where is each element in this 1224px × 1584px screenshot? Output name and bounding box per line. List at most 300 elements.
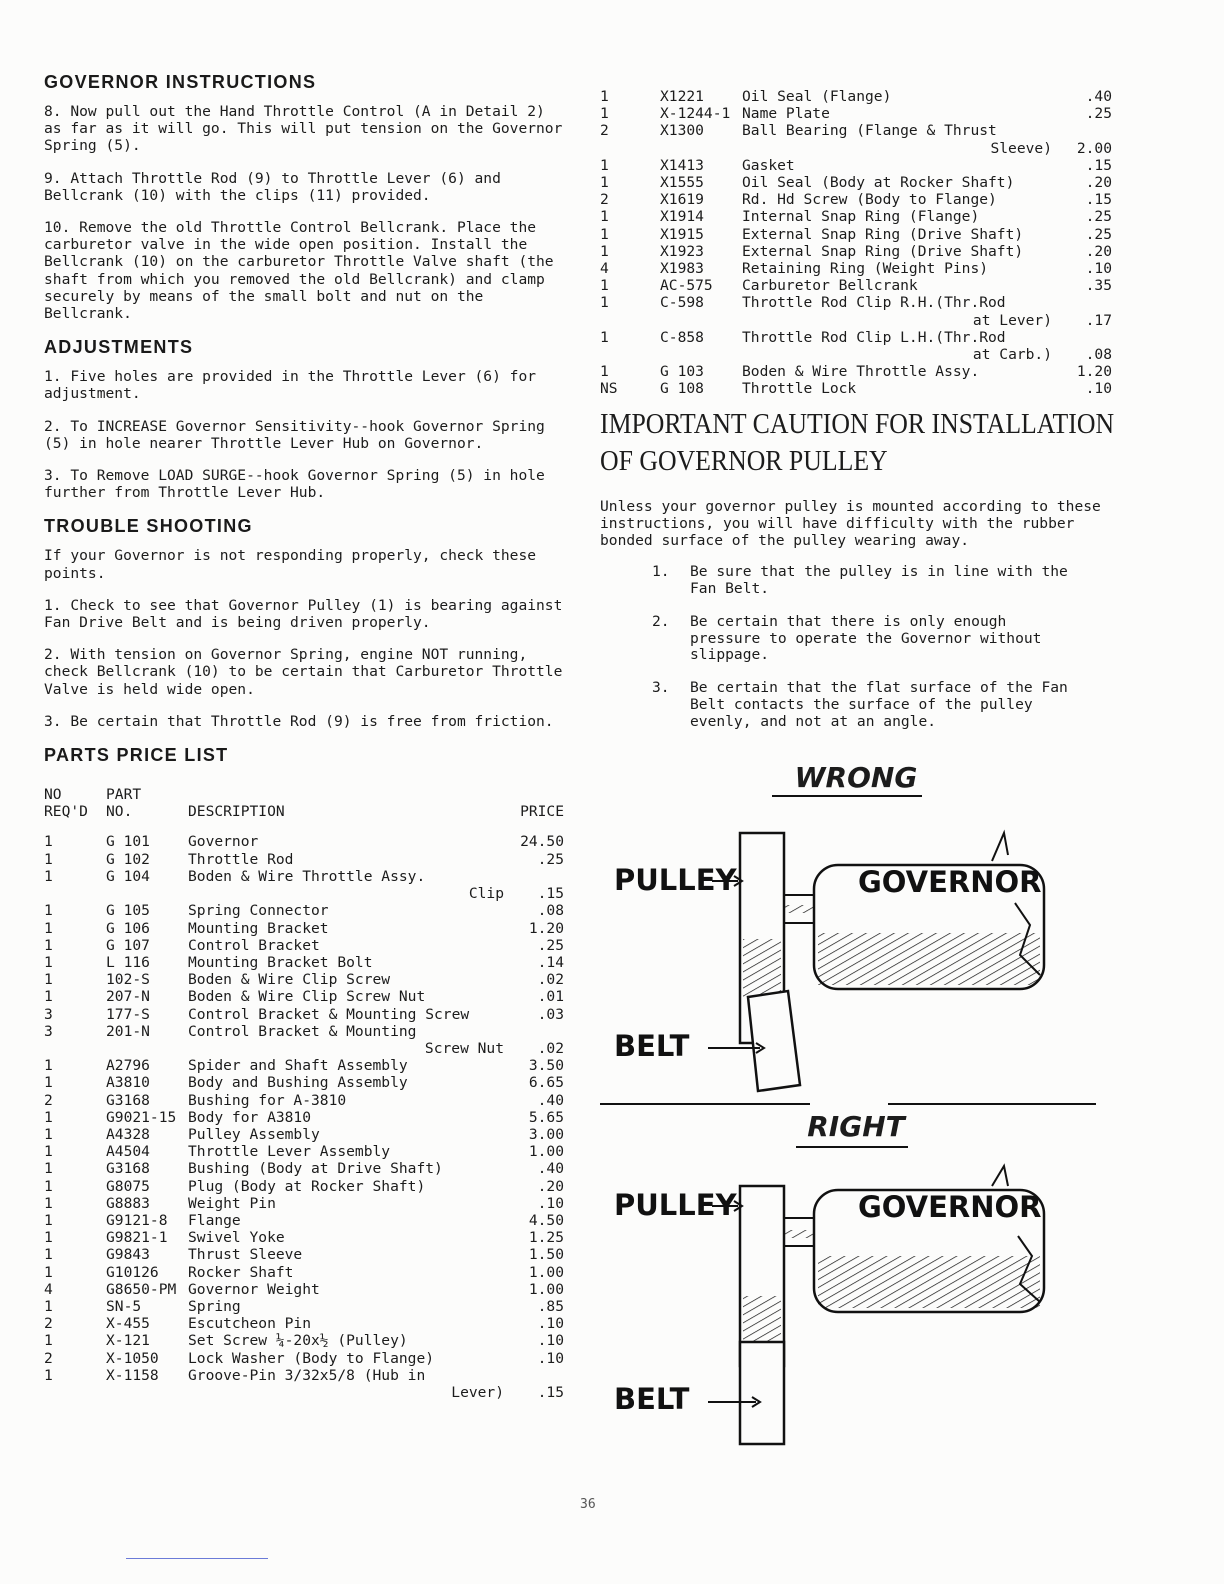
cell-price: .35 <box>1085 277 1112 295</box>
cell-description: Set Screw ¼-20x½ (Pulley) <box>188 1332 408 1350</box>
cell-qty: 1 <box>44 867 53 885</box>
cell-price: .15 <box>537 885 564 903</box>
table-row <box>44 1126 564 1143</box>
table-row <box>44 920 564 937</box>
cell-price: 3.00 <box>528 1125 564 1143</box>
cell-description: Plug (Body at Rocker Shaft) <box>188 1177 426 1195</box>
cell-description: Carburetor Bellcrank <box>742 277 918 295</box>
table-row <box>44 1040 564 1057</box>
table-row <box>44 1350 564 1367</box>
cell-qty: 1 <box>44 902 53 920</box>
cell-part-no: G 105 <box>106 902 150 920</box>
table-row <box>600 174 1112 191</box>
cell-part-no <box>106 1040 188 1057</box>
cell-description: Name Plate <box>742 105 830 123</box>
cell-price: 1.20 <box>1076 363 1112 381</box>
left-column <box>44 72 564 1401</box>
cell-description: Governor Weight <box>188 1280 320 1298</box>
cell-price <box>504 868 564 885</box>
cell-part-no: C-598 <box>660 294 704 312</box>
cell-price: .25 <box>1085 225 1112 243</box>
cell-description: Throttle Lock <box>742 380 857 398</box>
table-row <box>44 937 564 954</box>
cell-price: .10 <box>537 1315 564 1333</box>
table-row <box>44 1246 564 1263</box>
caution-title: IMPORTANT CAUTION FOR INSTALLATION OF GOVERNOR PULLEY <box>600 408 1115 477</box>
right-belt <box>740 1342 784 1444</box>
cell-part-no: G8650-PM <box>106 1280 177 1298</box>
table-row <box>600 243 1112 260</box>
cell-qty: 1 <box>44 1366 53 1384</box>
cell-description: Spring Connector <box>188 902 329 920</box>
cell-price: .20 <box>1085 174 1112 192</box>
table-row <box>600 140 1112 157</box>
table-row <box>44 868 564 885</box>
cell-price: .25 <box>537 936 564 954</box>
cell-price: 1.25 <box>528 1229 564 1247</box>
trouble-3: 3. Be certain that Throttle Rod (9) is free from friction. <box>44 712 554 730</box>
cell-description: Pulley Assembly <box>188 1125 320 1143</box>
cell-price: .02 <box>537 971 564 989</box>
cell-part-no: 201-N <box>106 1022 150 1040</box>
cell-qty: 1 <box>44 850 53 868</box>
table-row <box>44 1281 564 1298</box>
caution-item-2: 2. Be certain that there is only enough pressure to operate the Governor without slippage. <box>652 612 1042 664</box>
page-number: 36 <box>580 1497 596 1512</box>
cell-qty: 1 <box>600 88 609 105</box>
cell-qty: 1 <box>600 156 609 174</box>
table-row <box>44 1264 564 1281</box>
cell-part-no: G 107 <box>106 936 150 954</box>
table-row <box>44 1195 564 1212</box>
cell-description: Throttle Lever Assembly <box>188 1143 391 1161</box>
figure-right <box>600 1106 1112 1456</box>
cell-part-no: G9821-1 <box>106 1229 168 1247</box>
cell-price: .08 <box>537 902 564 920</box>
cell-qty: 1 <box>600 277 609 295</box>
cell-price <box>1052 122 1112 139</box>
cell-description: Body for A3810 <box>188 1108 312 1126</box>
cell-part-no: X-121 <box>106 1332 150 1350</box>
cell-part-no: G10126 <box>106 1263 159 1281</box>
cell-qty: 1 <box>44 1332 53 1350</box>
cell-price: .01 <box>537 988 564 1006</box>
table-row <box>600 312 1112 329</box>
cell-part-no: A3810 <box>106 1074 150 1092</box>
trouble-1: 1. Check to see that Governor Pulley (1) is bearing against Fan Drive Belt and is being driven properly. <box>44 596 563 632</box>
cell-part-no: A4328 <box>106 1125 150 1143</box>
table-row <box>44 1332 564 1349</box>
cell-part-no: G3168 <box>106 1160 150 1178</box>
table-row <box>44 954 564 971</box>
cell-description: Bushing for A-3810 <box>188 1091 347 1109</box>
cell-price: .20 <box>1085 242 1112 260</box>
cell-description: External Snap Ring (Drive Shaft) <box>742 225 1024 243</box>
cell-part-no: X1923 <box>660 242 704 260</box>
caution-item-1: 1. Be sure that the pulley is in line with the Fan Belt. <box>652 563 1068 598</box>
cell-description: Mounting Bracket Bolt <box>188 953 373 971</box>
cell-part-no: X1914 <box>660 208 704 226</box>
table-row <box>44 1315 564 1332</box>
governor-step-8: 8. Now pull out the Hand Throttle Control (A in Detail 2) as far as it will go. This will put tension on the Governor Spring (5). <box>44 103 563 155</box>
cell-price: 2.00 <box>1076 139 1112 157</box>
table-row <box>600 380 1112 397</box>
cell-qty: 1 <box>44 1160 53 1178</box>
cell-description: Control Bracket <box>188 936 320 954</box>
cell-price <box>1052 294 1112 311</box>
cell-price: .17 <box>1085 311 1112 329</box>
cell-qty: 1 <box>44 1125 53 1143</box>
table-row <box>600 88 1112 105</box>
table-row <box>44 1229 564 1246</box>
cell-qty: 1 <box>600 294 609 312</box>
table-row <box>44 1298 564 1315</box>
cell-qty: 1 <box>600 328 609 346</box>
right-pulley-label: PULLEY <box>614 1188 737 1222</box>
trouble-shooting-heading: TROUBLE SHOOTING <box>44 516 253 537</box>
cell-description: Screw Nut <box>424 1039 504 1057</box>
table-row <box>600 122 1112 139</box>
cell-qty: 1 <box>44 1057 53 1075</box>
cell-qty <box>600 140 660 157</box>
cell-part-no: X-455 <box>106 1315 150 1333</box>
cell-qty: 2 <box>44 1349 53 1367</box>
cell-price: 24.50 <box>520 833 564 851</box>
cell-price: .20 <box>537 1177 564 1195</box>
adjustment-1: 1. Five holes are provided in the Throttle Lever (6) for adjustment. <box>44 368 537 403</box>
cell-part-no: 207-N <box>106 988 150 1006</box>
parts-table-body <box>44 833 564 1401</box>
cell-part-no: X-1050 <box>106 1349 159 1367</box>
governor-step-9: 9. Attach Throttle Rod (9) to Throttle Lever (6) and Bellcrank (10) with the clips (11) provided. <box>44 169 501 204</box>
right-governor-hatch <box>818 1256 1040 1308</box>
cell-description: External Snap Ring (Drive Shaft) <box>742 242 1024 260</box>
table-row <box>44 1212 564 1229</box>
cell-price <box>504 1367 564 1384</box>
cell-description: Ball Bearing (Flange & Thrust <box>742 122 997 140</box>
cell-qty: 1 <box>44 1297 53 1315</box>
table-row <box>44 988 564 1005</box>
cell-part-no: X1983 <box>660 260 704 278</box>
figure-divider-right <box>888 1103 1096 1105</box>
table-row <box>44 1384 564 1401</box>
cell-qty: 1 <box>44 833 53 851</box>
cell-price: .40 <box>537 1160 564 1178</box>
cell-price: .10 <box>537 1349 564 1367</box>
cell-qty: 1 <box>600 105 609 123</box>
cell-qty: 1 <box>44 988 53 1006</box>
cell-description: Internal Snap Ring (Flange) <box>742 208 980 226</box>
wrong-pulley-label: PULLEY <box>614 863 737 897</box>
cell-qty <box>44 885 106 902</box>
cell-part-no: G8075 <box>106 1177 150 1195</box>
cell-part-no: L 116 <box>106 953 150 971</box>
cell-description: Retaining Ring (Weight Pins) <box>742 260 989 278</box>
cell-description: Bushing (Body at Drive Shaft) <box>188 1160 443 1178</box>
wrong-title: WRONG <box>794 761 918 794</box>
cell-part-no: 177-S <box>106 1005 150 1023</box>
caution-item-3: 3. Be certain that the flat surface of the Fan Belt contacts the surface of the pulley evenly, and not at an angle. <box>652 679 1068 730</box>
table-row <box>44 1367 564 1384</box>
right-title: RIGHT <box>807 1110 905 1143</box>
cell-description: Lever) <box>451 1383 504 1401</box>
adjustment-2: 2. To INCREASE Governor Sensitivity--hook Governor Spring (5) in hole nearer Throttle Lever Hub on Governor. <box>44 417 545 452</box>
cell-description: Boden & Wire Throttle Assy. <box>188 867 426 885</box>
cell-price: 1.00 <box>528 1263 564 1281</box>
cell-part-no: G 106 <box>106 919 150 937</box>
table-row <box>44 1160 564 1177</box>
cell-qty: 1 <box>44 1194 53 1212</box>
cell-part-no: G9121-8 <box>106 1211 168 1229</box>
table-row <box>600 208 1112 225</box>
cell-description: at Lever) <box>972 311 1052 329</box>
cell-description: Spring <box>188 1297 241 1315</box>
cell-description: Swivel Yoke <box>188 1229 285 1247</box>
cell-price: .85 <box>537 1297 564 1315</box>
table-row <box>600 226 1112 243</box>
cell-description: Gasket <box>742 156 795 174</box>
wrong-belt-label: BELT <box>614 1029 690 1063</box>
cell-price: .15 <box>1085 156 1112 174</box>
table-row <box>600 363 1112 380</box>
cell-price: .15 <box>537 1383 564 1401</box>
cell-price: 1.20 <box>528 919 564 937</box>
cell-price: .25 <box>1085 105 1112 123</box>
cell-qty: 1 <box>600 225 609 243</box>
cell-qty: 1 <box>44 936 53 954</box>
table-row <box>600 260 1112 277</box>
bottom-rule <box>126 1558 268 1559</box>
cell-qty: 1 <box>44 1229 53 1247</box>
right-belt-label: BELT <box>614 1382 690 1416</box>
table-row <box>44 1178 564 1195</box>
wrong-belt <box>748 991 800 1091</box>
cell-price: 1.00 <box>528 1280 564 1298</box>
cell-qty: 2 <box>44 1091 53 1109</box>
cell-description: Boden & Wire Clip Screw <box>188 971 391 989</box>
cell-description: Throttle Rod <box>188 850 294 868</box>
table-row <box>600 346 1112 363</box>
cell-description: Mounting Bracket <box>188 919 329 937</box>
cell-qty: 1 <box>44 971 53 989</box>
cell-part-no: X-1158 <box>106 1366 159 1384</box>
table-header-row <box>44 786 564 833</box>
cell-qty: 4 <box>600 260 609 278</box>
trouble-intro: If your Governor is not responding properly, check these points. <box>44 547 537 582</box>
governor-step-10: 10. Remove the old Throttle Control Bellcrank. Place the carburetor valve in the wide open position. Install the Bellcrank (10) on the carburetor Throttle Valve shaft (the shaft from which you removed the old Bellcrank) and clamp securely by means of the small bolt and nut on the Bellcrank. <box>44 219 554 323</box>
cell-part-no: X1300 <box>660 122 704 140</box>
cell-qty: 1 <box>44 1263 53 1281</box>
cell-description: Rd. Hd Screw (Body to Flange) <box>742 191 997 209</box>
table-row <box>600 294 1112 311</box>
right-column <box>600 88 1115 747</box>
cell-part-no: G 104 <box>106 867 150 885</box>
table-row <box>600 191 1112 208</box>
cell-part-no: G 103 <box>660 363 704 381</box>
governor-instructions-heading: GOVERNOR INSTRUCTIONS <box>44 72 317 92</box>
cell-qty: 3 <box>44 1022 53 1040</box>
cell-price: .15 <box>1085 191 1112 209</box>
table-row <box>44 1006 564 1023</box>
cell-part-no <box>660 140 742 157</box>
cell-description: Body and Bushing Assembly <box>188 1074 408 1092</box>
cell-price: .10 <box>1085 380 1112 398</box>
header-description: DESCRIPTION <box>188 803 285 821</box>
parts-table-continued-body <box>600 88 1112 398</box>
cell-description: Oil Seal (Body at Rocker Shaft) <box>742 174 1015 192</box>
table-row <box>600 277 1112 294</box>
cell-qty: 1 <box>44 1108 53 1126</box>
cell-qty: NS <box>600 380 618 398</box>
cell-description: Escutcheon Pin <box>188 1315 312 1333</box>
cell-price: .40 <box>1085 88 1112 105</box>
cell-description: Throttle Rod Clip L.H.(Thr.Rod <box>742 328 1006 346</box>
cell-part-no <box>660 346 742 363</box>
cell-description: Oil Seal (Flange) <box>742 88 892 105</box>
parts-price-list-heading: PARTS PRICE LIST <box>44 745 229 766</box>
cell-price: .25 <box>1085 208 1112 226</box>
wrong-governor-label: GOVERNOR <box>858 865 1042 899</box>
cell-part-no: X1221 <box>660 88 704 105</box>
cell-qty: 1 <box>600 363 609 381</box>
caution-intro: Unless your governor pulley is mounted according to these instructions, you will have difficulty with the rubber bonded surface of the pulley wearing away. <box>600 497 1101 550</box>
table-row <box>600 329 1112 346</box>
parts-price-table-continued <box>600 88 1112 398</box>
cell-part-no: X1619 <box>660 191 704 209</box>
caution-list <box>600 564 1112 730</box>
cell-qty: 2 <box>600 191 609 209</box>
cell-price: 3.50 <box>528 1057 564 1075</box>
cell-qty: 4 <box>44 1280 53 1298</box>
header-qty: NO REQ'D <box>44 786 88 821</box>
cell-part-no: X-1244-1 <box>660 105 731 123</box>
cell-price: .10 <box>1085 260 1112 278</box>
cell-qty: 1 <box>600 242 609 260</box>
parts-price-table <box>44 786 564 1401</box>
cell-part-no: A4504 <box>106 1143 150 1161</box>
cell-part-no <box>106 1384 188 1401</box>
table-row <box>44 971 564 988</box>
cell-part-no: G 108 <box>660 380 704 398</box>
cell-part-no: G3168 <box>106 1091 150 1109</box>
cell-part-no: AC-575 <box>660 277 713 295</box>
cell-price <box>504 1023 564 1040</box>
adjustments-heading: ADJUSTMENTS <box>44 337 194 358</box>
cell-price: .10 <box>537 1194 564 1212</box>
cell-qty <box>600 346 660 363</box>
cell-part-no: X1413 <box>660 156 704 174</box>
cell-price: 1.50 <box>528 1246 564 1264</box>
cell-part-no: G9021-15 <box>106 1108 177 1126</box>
cell-qty <box>44 1384 106 1401</box>
cell-description: Control Bracket & Mounting Screw <box>188 1005 470 1023</box>
table-row <box>44 1109 564 1126</box>
cell-description: at Carb.) <box>972 346 1052 364</box>
table-row <box>600 157 1112 174</box>
figure-divider-left <box>600 1103 810 1105</box>
cell-price: 6.65 <box>528 1074 564 1092</box>
cell-qty: 1 <box>44 1177 53 1195</box>
table-row <box>44 885 564 902</box>
cell-description: Sleeve) <box>990 139 1052 157</box>
cell-description: Boden & Wire Throttle Assy. <box>742 363 980 381</box>
table-row <box>44 1074 564 1091</box>
cell-price <box>1052 329 1112 346</box>
cell-qty: 2 <box>600 122 609 140</box>
trouble-2: 2. With tension on Governor Spring, engine NOT running, check Bellcrank (10) to be certain that Carburetor Throttle Valve is held wide open. <box>44 646 563 698</box>
cell-price: 1.00 <box>528 1143 564 1161</box>
cell-qty: 1 <box>44 1246 53 1264</box>
cell-description: Flange <box>188 1211 241 1229</box>
cell-part-no <box>106 885 188 902</box>
cell-price: .40 <box>537 1091 564 1109</box>
cell-qty: 1 <box>44 1074 53 1092</box>
cell-price: .25 <box>537 850 564 868</box>
cell-description: Weight Pin <box>188 1194 276 1212</box>
table-row <box>44 851 564 868</box>
cell-qty <box>600 312 660 329</box>
adjustment-3: 3. To Remove LOAD SURGE--hook Governor Spring (5) in hole further from Throttle Lever Hub. <box>44 467 545 502</box>
table-row <box>44 833 564 850</box>
cell-price: .10 <box>537 1332 564 1350</box>
cell-qty: 2 <box>44 1315 53 1333</box>
cell-part-no: G8883 <box>106 1194 150 1212</box>
cell-part-no <box>660 312 742 329</box>
cell-part-no: A2796 <box>106 1057 150 1075</box>
cell-part-no: X1915 <box>660 225 704 243</box>
cell-price: .02 <box>537 1039 564 1057</box>
table-row <box>44 1023 564 1040</box>
cell-description: Rocker Shaft <box>188 1263 294 1281</box>
cell-price: 5.65 <box>528 1108 564 1126</box>
cell-qty: 3 <box>44 1005 53 1023</box>
cell-description: Thrust Sleeve <box>188 1246 303 1264</box>
table-row <box>44 1143 564 1160</box>
cell-description: Spider and Shaft Assembly <box>188 1057 408 1075</box>
cell-price: .03 <box>537 1005 564 1023</box>
cell-qty <box>44 1040 106 1057</box>
cell-description: Clip <box>468 885 504 903</box>
cell-qty: 1 <box>44 919 53 937</box>
cell-price: 4.50 <box>528 1211 564 1229</box>
cell-description: Control Bracket & Mounting <box>188 1022 417 1040</box>
cell-part-no: G 101 <box>106 833 150 851</box>
cell-description: Lock Washer (Body to Flange) <box>188 1349 435 1367</box>
table-row <box>44 1092 564 1109</box>
cell-description: Boden & Wire Clip Screw Nut <box>188 988 426 1006</box>
wrong-governor-hatch <box>818 933 1040 985</box>
cell-qty: 1 <box>44 1211 53 1229</box>
cell-qty: 1 <box>600 174 609 192</box>
figure-wrong <box>600 755 1112 1115</box>
cell-qty: 1 <box>44 1143 53 1161</box>
cell-part-no: G9843 <box>106 1246 150 1264</box>
cell-description: Throttle Rod Clip R.H.(Thr.Rod <box>742 294 1006 312</box>
table-row <box>44 1057 564 1074</box>
table-row <box>44 902 564 919</box>
cell-part-no: C-858 <box>660 328 704 346</box>
header-part: PART NO. <box>106 786 142 821</box>
table-row <box>600 105 1112 122</box>
cell-part-no: X1555 <box>660 174 704 192</box>
cell-description: Governor <box>188 833 259 851</box>
cell-part-no: SN-5 <box>106 1297 142 1315</box>
cell-part-no: 102-S <box>106 971 150 989</box>
cell-qty: 1 <box>600 208 609 226</box>
cell-price: .14 <box>537 953 564 971</box>
cell-qty: 1 <box>44 953 53 971</box>
right-governor-label: GOVERNOR <box>858 1190 1042 1224</box>
